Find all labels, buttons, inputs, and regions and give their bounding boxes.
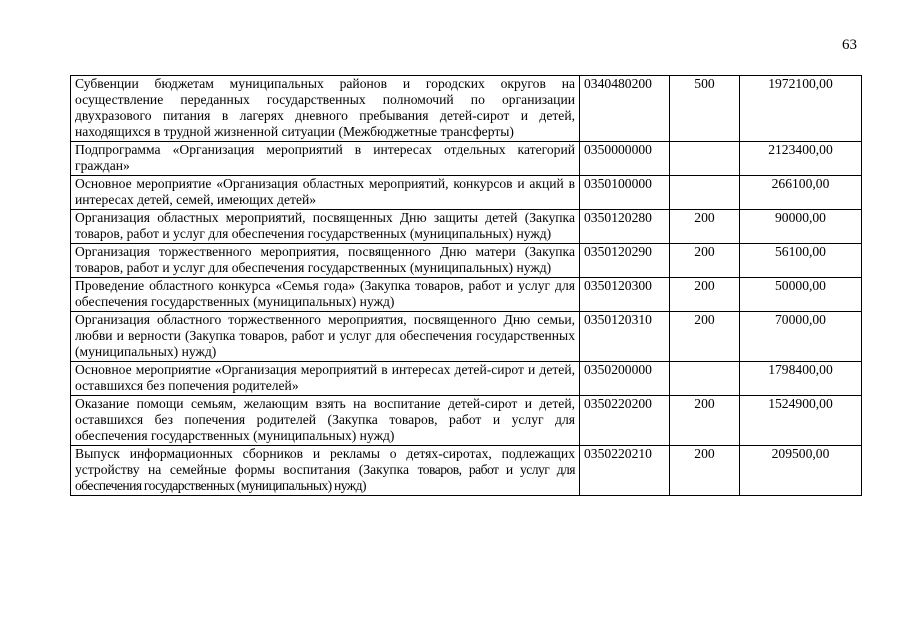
row-expense-type: 500 bbox=[670, 76, 740, 142]
row-amount: 209500,00 bbox=[740, 446, 862, 496]
table-row bbox=[71, 176, 862, 210]
row-code: 0340480200 bbox=[580, 76, 670, 142]
row-amount: 1972100,00 bbox=[740, 76, 862, 142]
row-amount: 2123400,00 bbox=[740, 142, 862, 176]
table-row bbox=[71, 312, 862, 362]
row-amount: 56100,00 bbox=[740, 244, 862, 278]
row-description: Основное мероприятие «Организация областных мероприятий, конкурсов и акций в интересах детей, семей, имеющих детей» bbox=[71, 176, 580, 210]
table-row bbox=[71, 362, 862, 396]
page-number: 63 bbox=[842, 37, 857, 53]
row-description: Организация областных мероприятий, посвященных Дню защиты детей (Закупка товаров, работ и услуг для обеспечения государственных (муниципальных) нужд) bbox=[71, 210, 580, 244]
row-expense-type: 200 bbox=[670, 446, 740, 496]
row-amount: 266100,00 bbox=[740, 176, 862, 210]
table-row bbox=[71, 278, 862, 312]
row-amount: 1798400,00 bbox=[740, 362, 862, 396]
row-amount: 50000,00 bbox=[740, 278, 862, 312]
row-amount: 1524900,00 bbox=[740, 396, 862, 446]
row-description-cell bbox=[71, 446, 580, 496]
row-description-tail: товаров, работ и услуг для обеспечения государственных (муниципальных) нужд) bbox=[75, 462, 575, 493]
row-code: 0350100000 bbox=[580, 176, 670, 210]
table-row bbox=[71, 210, 862, 244]
row-expense-type bbox=[670, 176, 740, 210]
row-code: 0350220200 bbox=[580, 396, 670, 446]
row-expense-type bbox=[670, 362, 740, 396]
row-description: Подпрограмма «Организация мероприятий в интересах отдельных категорий граждан» bbox=[71, 142, 580, 176]
table-row bbox=[71, 142, 862, 176]
row-code: 0350220210 bbox=[580, 446, 670, 496]
row-code: 0350000000 bbox=[580, 142, 670, 176]
row-amount: 70000,00 bbox=[740, 312, 862, 362]
row-amount: 90000,00 bbox=[740, 210, 862, 244]
row-description: Субвенции бюджетам муниципальных районов и городских округов на осуществление переданных государственных полномочий по организации двухразового питания в лагерях дневного пребывания детей-сирот и детей, находящихся в трудной жизненной ситуации (Межбюджетные трансферты) bbox=[71, 76, 580, 142]
row-expense-type: 200 bbox=[670, 312, 740, 362]
row-code: 0350120310 bbox=[580, 312, 670, 362]
row-description: Основное мероприятие «Организация мероприятий в интересах детей-сирот и детей, оставшихся без попечения родителей» bbox=[71, 362, 580, 396]
row-description: Выпуск информационных сборников и рекламы о детях-сиротах, подлежащих устройству на семейные формы воспитания (Закупка bbox=[75, 446, 575, 477]
budget-table bbox=[70, 75, 862, 496]
row-expense-type: 200 bbox=[670, 278, 740, 312]
row-description: Проведение областного конкурса «Семья года» (Закупка товаров, работ и услуг для обеспечения государственных (муниципальных) нужд) bbox=[71, 278, 580, 312]
row-description: Организация торжественного мероприятия, посвященного Дню матери (Закупка товаров, работ и услуг для обеспечения государственных (муниципальных) нужд) bbox=[71, 244, 580, 278]
row-expense-type: 200 bbox=[670, 210, 740, 244]
table-row bbox=[71, 396, 862, 446]
row-code: 0350120300 bbox=[580, 278, 670, 312]
row-expense-type: 200 bbox=[670, 396, 740, 446]
row-description: Оказание помощи семьям, желающим взять на воспитание детей-сирот и детей, оставшихся без попечения родителей (Закупка товаров, работ и услуг для обеспечения государственных (муниципальных) нужд) bbox=[71, 396, 580, 446]
table-row bbox=[71, 244, 862, 278]
row-code: 0350200000 bbox=[580, 362, 670, 396]
row-expense-type: 200 bbox=[670, 244, 740, 278]
row-code: 0350120280 bbox=[580, 210, 670, 244]
table-row bbox=[71, 446, 862, 496]
row-code: 0350120290 bbox=[580, 244, 670, 278]
row-expense-type bbox=[670, 142, 740, 176]
table-row bbox=[71, 76, 862, 142]
row-description: Организация областного торжественного мероприятия, посвященного Дню семьи, любви и верности (Закупка товаров, работ и услуг для обеспечения государственных (муниципальных) нужд) bbox=[71, 312, 580, 362]
